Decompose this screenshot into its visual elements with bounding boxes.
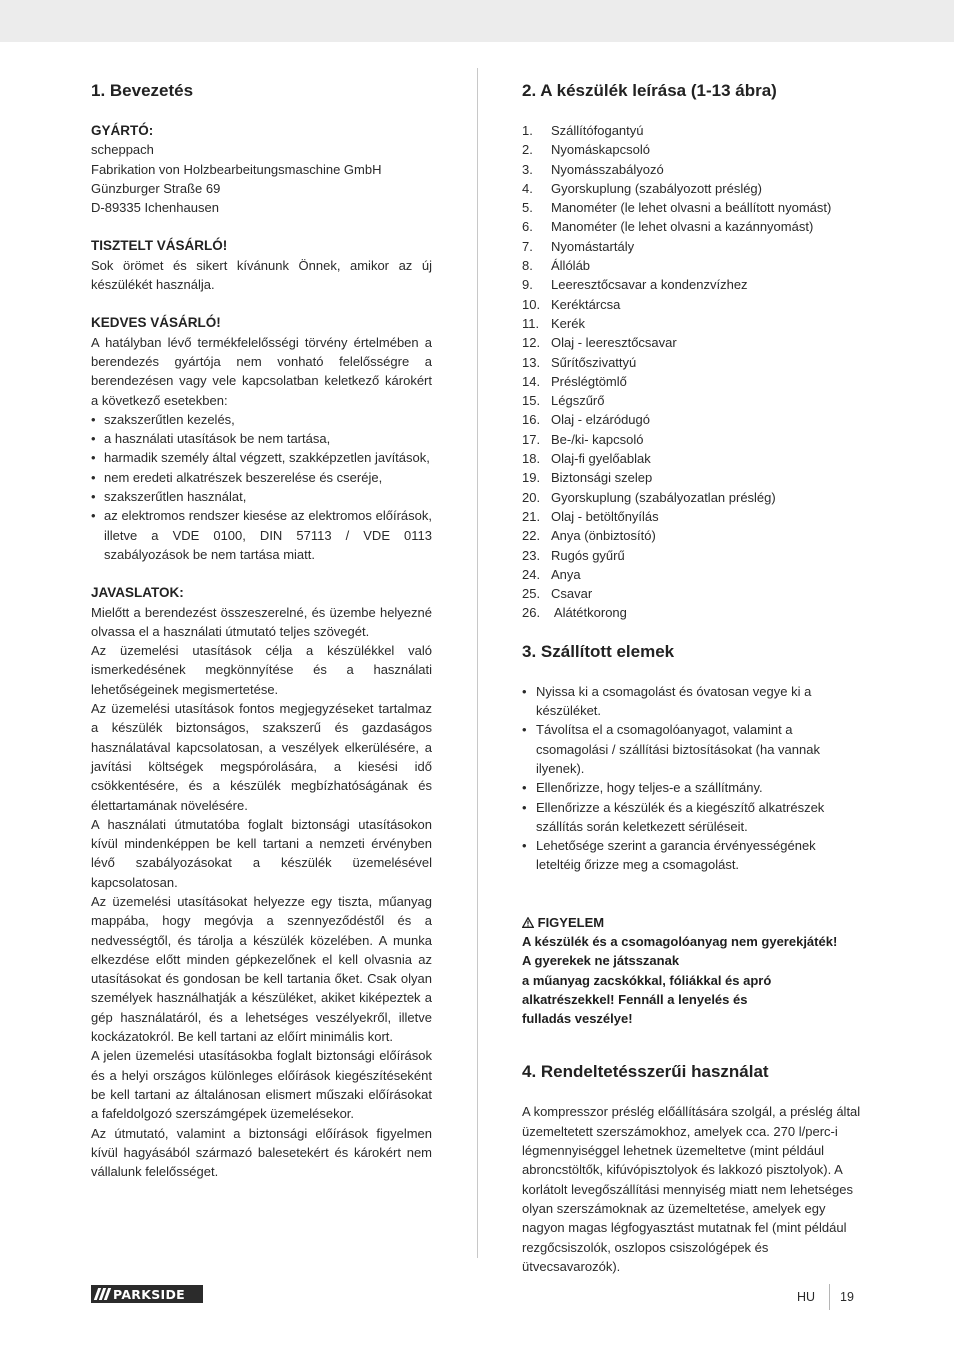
- intro-title: 1. Bevezetés: [91, 81, 194, 100]
- list-item: • Ellenőrizze a készülék és a kiegészítő alkatrészek szállítás során keletkezett sérüléseit.: [522, 798, 863, 837]
- list-item: • szakszerűtlen használat,: [91, 487, 432, 506]
- list-item: 20. Gyorskuplung (szabályozatlan préslég): [522, 489, 776, 505]
- right-column: [522, 80, 863, 1276]
- list-item: 19. Biztonsági szelep: [522, 470, 653, 486]
- list-item: 21. Olaj - betöltőnyílás: [522, 508, 659, 524]
- language-code: HU: [797, 1290, 816, 1304]
- liability-list: [91, 410, 432, 564]
- dear-customer-heading-2: KEDVES VÁSÁRLÓ!: [91, 315, 221, 331]
- list-item: 22. Anya (önbiztosító): [522, 528, 656, 544]
- list-item: • szakszerűtlen kezelés,: [91, 410, 432, 429]
- list-item: 15. Légszűrő: [522, 393, 605, 409]
- dear-customer-heading: TISZTELT VÁSÁRLÓ!: [91, 238, 228, 254]
- list-item: 26. Alátétkorong: [522, 605, 627, 621]
- list-item: 11. Kerék: [522, 315, 585, 331]
- manufacturer-line: Fabrikation von Holzbearbeitungsmaschine GmbH: [91, 161, 382, 177]
- list-item: 17. Be-/ki- kapcsoló: [522, 431, 644, 447]
- manufacturer-line: scheppach: [91, 142, 154, 158]
- recommendation-paragraph: Mielőtt a berendezést összeszerelné, és üzembe helyezné olvassa el a használati útmutató teljes szövegét.: [91, 604, 432, 639]
- intended-use-title: 4. Rendeltetésszerűi használat: [522, 1062, 769, 1082]
- list-item: 18. Olaj-fi gyelőablak: [522, 451, 651, 467]
- list-item: • harmadik személy által végzett, szakképzetlen javítások,: [91, 448, 432, 467]
- list-item: • az elektromos rendszer kiesése az elektromos előírások, illetve a VDE 0100, DIN 57113 / VDE 0113 szabályozások be nem tartása miatt.: [91, 506, 432, 564]
- list-item: 3. Nyomásszabályozó: [522, 161, 664, 177]
- list-item: 6. Manométer (le lehet olvasni a kazánnyomást): [522, 219, 814, 235]
- list-item: 2. Nyomáskapcsoló: [522, 142, 650, 158]
- list-item: • Nyissa ki a csomagolást és óvatosan vegye ki a készüléket.: [522, 682, 863, 721]
- recommendation-paragraph: Az útmutató, valamint a biztonsági előírások figyelmen kívül hagyásából származó balesetekért és károkért nem vállalunk felelősséget.: [91, 1125, 432, 1180]
- liability-intro-text: A hatályban lévő termékfelelősségi törvény értelmében a berendezés gyártója nem vonható felelősségre a berendezésen vagy vele kapcsolatban keletkező károkért a következő esetekben:: [91, 334, 432, 408]
- warning-heading: [522, 913, 863, 932]
- warning-line: A készülék és a csomagolóanyag nem gyerekjáték!: [522, 933, 838, 949]
- column-divider: [477, 68, 478, 1258]
- recommendation-paragraph: A használati útmutatóba foglalt biztonsági utasításokon kívül mindenképpen be kell tartani a nemzeti érvényben lévő szabályozásokat a készülék üzemelésével kapcsolatosan.: [91, 816, 432, 890]
- list-item: 10. Keréktárcsa: [522, 296, 621, 312]
- list-item: 14. Préslégtömlő: [522, 373, 627, 389]
- intended-use-text: A kompresszor préslég előállítására szolgál, a préslég által üzemeltetett szerszámokhoz, amelyek cca. 270 l/perc-i légmennyiséggel lehetnek üzemeltetve (mint például abroncstöltők, kifúvópisztolyok és lakkozó pisztolyok). A korlátolt levegőszállítási mennyiség miatt nem lehetséges olyan szerszámoknak az üzemeltetése, amelyek egy nagyon magas légfogyasztást mutatnak fel (mint például rezgőcsiszolók, oszlopos csiszológépek és ütvecsavarozók).: [522, 1104, 861, 1274]
- top-bar: [0, 0, 954, 42]
- footer-separator: [829, 1284, 830, 1310]
- list-item: • Távolítsa el a csomagolóanyagot, valamint a csomagolási / szállítási biztosításokat (ha vannak ilyenek).: [522, 720, 863, 778]
- list-item: 25. Csavar: [522, 586, 593, 602]
- list-item: 8. Állóláb: [522, 258, 591, 274]
- warning-label: FIGYELEM: [537, 914, 605, 930]
- dear-customer-text: Sok örömet és sikert kívánunk Önnek, amikor az új készülékét használja.: [91, 257, 432, 293]
- list-item: 1. Szállítófogantyú: [522, 123, 644, 138]
- manufacturer-heading: GYÁRTÓ:: [91, 123, 154, 138]
- warning-triangle-icon: [522, 917, 534, 928]
- recommendation-paragraph: Az üzemelési utasítások célja a készülékkel való ismerkedésének megkönnyítése és a használati lehetőségeinek megismertetése.: [91, 643, 432, 697]
- list-item: 16. Olaj - elzáródugó: [522, 412, 650, 428]
- list-item: • nem eredeti alkatrészek beszerelése és cseréje,: [91, 468, 432, 487]
- list-item: 23. Rugós gyűrű: [522, 547, 625, 563]
- warning-block: [522, 913, 863, 1029]
- brand-name: PARKSIDE: [113, 1286, 185, 1302]
- recommendation-paragraph: Az üzemelési utasítások fontos megjegyzéseket tartalmaz a készülék biztonságos, szakszerű és gazdaságos használatával kapcsolatosan, a veszélyek elkerülésére, a javítási költségek megspórolására, a kiesési idő csökkentésére, és a készülék megbízhatóságának és élettartamának növelésére.: [91, 701, 432, 813]
- parts-list: [522, 121, 863, 623]
- left-column: [91, 80, 432, 1181]
- manufacturer-line: Günzburger Straße 69: [91, 180, 221, 196]
- list-item: 9. Leeresztőcsavar a kondenzvízhez: [522, 277, 748, 293]
- list-item: • Ellenőrizze, hogy teljes-e a szállítmány.: [522, 778, 863, 797]
- warning-line: fulladás veszélye!: [522, 1011, 633, 1027]
- list-item: 4. Gyorskuplung (szabályozott préslég): [522, 180, 762, 196]
- recommendation-paragraph: Az üzemelési utasításokat helyezze egy tiszta, műanyag mappába, hogy megóvja a szennyeződéstől és a nedvességtől, és tárolja a készülék közelében. A munka elkezdése előtt minden gépkezelőnek el kell olvasnia az utasításokat és gondosan be kell tartania őket. Csak olyan személyek használhatják a készüléket, akiket kiképeztek a gép használatáról, és a lehetséges veszélyekről, illetve kockázatokról. Be kell tartani az előírt minimális kort.: [91, 893, 432, 1045]
- delivery-title: 3. Szállított elemek: [522, 641, 675, 661]
- list-item: • Lehetősége szerint a garancia érvényességének leteltéig őrizze meg a csomagolást.: [522, 836, 863, 875]
- warning-line: a műanyag zacskókkal, fóliákkal és apró alkatrészekkel! Fennáll a lenyelés és: [522, 972, 772, 1007]
- manufacturer-line: D-89335 Ichenhausen: [91, 200, 219, 216]
- recommendation-paragraph: A jelen üzemelési utasításokba foglalt biztonsági előírások és a helyi országos különleges előírások kiegészítéseként be kell tartani az általánosan elismert műszaki előírásokat a fafeldolgozó szerszámgépek üzemelésekor.: [91, 1048, 432, 1122]
- page-number: 19: [840, 1290, 854, 1304]
- recommendations-heading: JAVASLATOK:: [91, 585, 184, 601]
- warning-line: A gyerekek ne játsszanak: [522, 953, 680, 969]
- delivery-list: [522, 682, 863, 875]
- list-item: 24. Anya: [522, 566, 581, 582]
- parkside-logo: [91, 1285, 203, 1303]
- description-title: 2. A készülék leírása (1-13 ábra): [522, 81, 777, 100]
- list-item: 5. Manométer (le lehet olvasni a beállított nyomást): [522, 200, 832, 216]
- list-item: 7. Nyomástartály: [522, 238, 635, 254]
- list-item: • a használati utasítások be nem tartása,: [91, 429, 432, 448]
- list-item: 13. Sűrítőszivattyú: [522, 354, 637, 370]
- list-item: 12. Olaj - leeresztőcsavar: [522, 335, 677, 351]
- logo-stripes-icon: [91, 1285, 113, 1303]
